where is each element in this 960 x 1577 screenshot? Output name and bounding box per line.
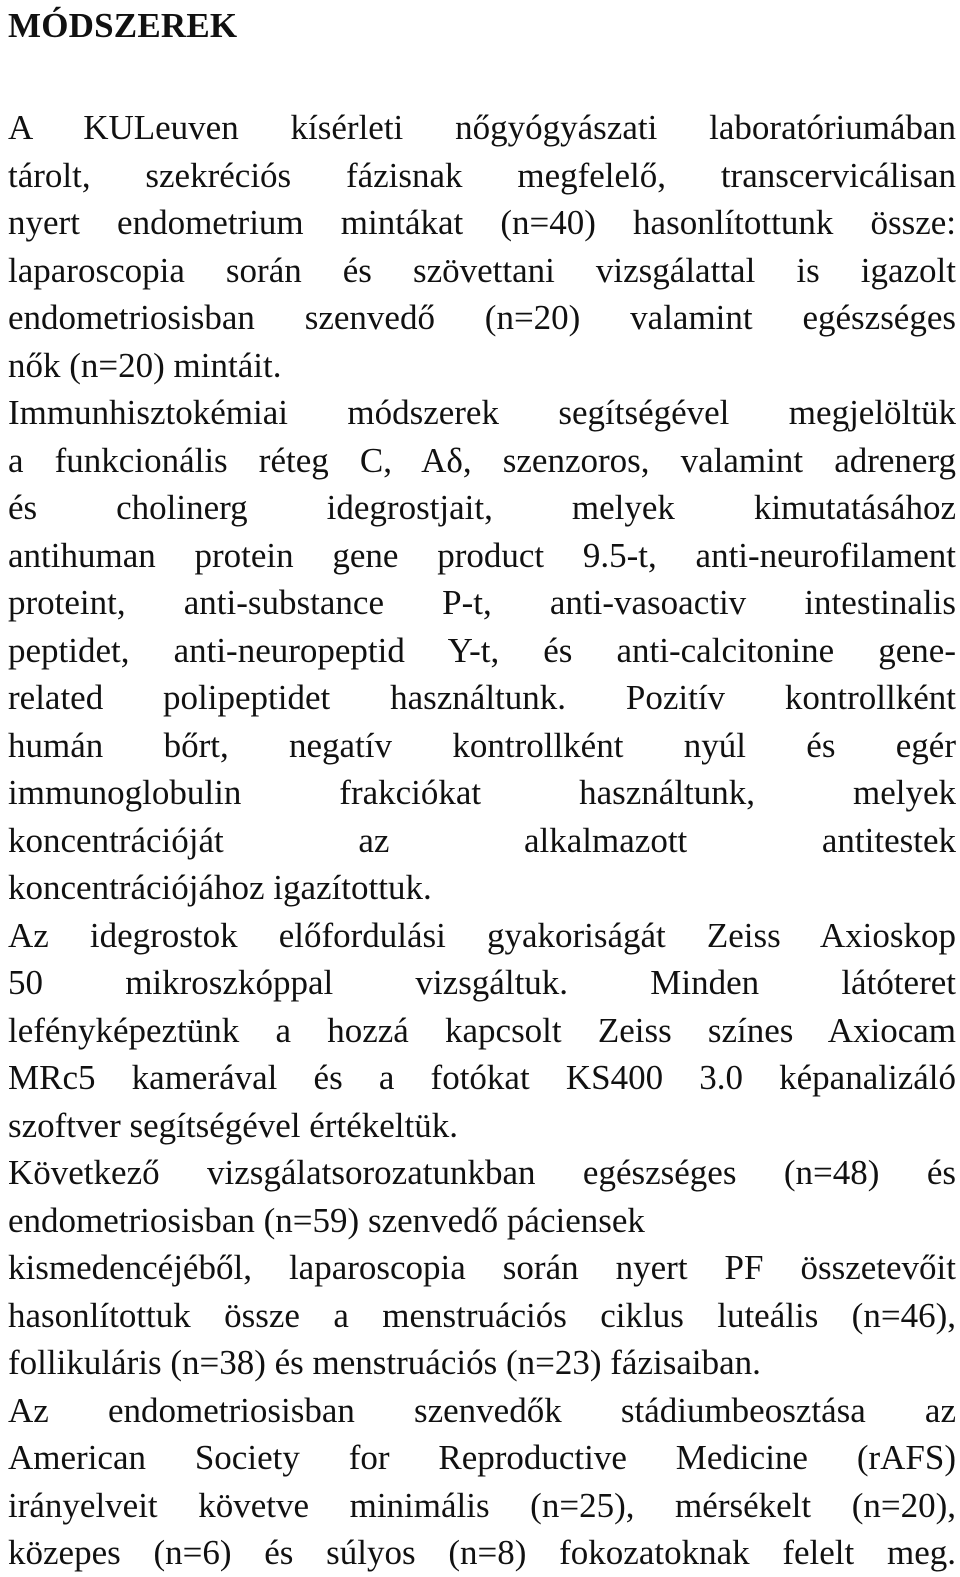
text-line: lefényképeztünk a hozzá kapcsolt Zeiss színes Axiocam <box>8 1010 956 1050</box>
text-line: related polipeptidet használtunk. Pozitív kontrollként <box>8 678 956 717</box>
paragraph-immunohistochemistry <box>8 389 956 912</box>
text-line: laparoscopia során és szövettani vizsgálattal is igazolt <box>8 250 956 290</box>
text-line: peptidet, anti-neuropeptid Y-t, és anti-calcitonine gene- <box>8 630 956 670</box>
text-line: A KULeuven kísérleti nőgyógyászati laboratóriumában <box>8 108 956 147</box>
text-line: kismedencéjéből, laparoscopia során nyert PF összetevőit <box>8 1248 956 1287</box>
paragraph-peritoneal-fluid <box>8 1149 956 1387</box>
text-line: MRc5 kamerával és a fotókat KS400 3.0 képanalizáló <box>8 1058 956 1097</box>
text-line: proteint, anti-substance P-t, anti-vasoactiv intestinalis <box>8 583 956 622</box>
text-line: Immunhisztokémiai módszerek segítségével megjelöltük <box>8 393 956 432</box>
text-line: koncentrációjához igazítottuk. <box>8 868 432 907</box>
text-line: antihuman protein gene product 9.5-t, anti-neurofilament <box>8 535 956 575</box>
text-line: és cholinerg idegrostjait, melyek kimutatásához <box>8 488 956 527</box>
text-line: hasonlítottuk össze a menstruációs ciklus luteális (n=46), <box>8 1295 956 1335</box>
text-line: endometriosisban szenvedő (n=20) valamint egészséges <box>8 298 956 337</box>
text-line: humán bőrt, negatív kontrollként nyúl és egér <box>8 725 956 765</box>
text-line: nyert endometrium mintákat (n=40) hasonlítottunk össze: <box>8 203 956 242</box>
text-line: immunoglobulin frakciókat használtunk, melyek <box>8 773 956 812</box>
paragraph-samples <box>8 104 956 389</box>
text-line: szoftver segítségével értékeltük. <box>8 1105 458 1145</box>
document-page <box>8 0 956 1577</box>
text-line: koncentrációját az alkalmazott antitestek <box>8 820 956 860</box>
section-heading: MÓDSZEREK <box>8 6 238 45</box>
text-line: Az endometriosisban szenvedők stádiumbeosztása az <box>8 1390 956 1430</box>
text-line: a funkcionális réteg C, Aδ, szenzoros, valamint adrenerg <box>8 440 956 480</box>
text-line: 50 mikroszkóppal vizsgáltuk. Minden látóteret <box>8 963 956 1002</box>
text-line: Az idegrostok előfordulási gyakoriságát Zeiss Axioskop <box>8 915 956 955</box>
text-line: endometriosisban (n=59) szenvedő páciensek <box>8 1200 645 1240</box>
text-line: follikuláris (n=38) és menstruációs (n=23) fázisaiban. <box>8 1343 761 1382</box>
text-line: nők (n=20) mintáit. <box>8 345 282 385</box>
text-line: American Society for Reproductive Medicine (rAFS) <box>8 1438 956 1477</box>
text-line: irányelveit követve minimális (n=25), mérsékelt (n=20), <box>8 1485 956 1525</box>
paragraph-staging <box>8 1387 956 1577</box>
paragraph-microscopy <box>8 912 956 1150</box>
text-line: közepes (n=6) és súlyos (n=8) fokozatoknak felelt meg. <box>8 1533 956 1572</box>
text-line: tárolt, szekréciós fázisnak megfelelő, transcervicálisan <box>8 155 956 195</box>
text-line: Következő vizsgálatsorozatunkban egészséges (n=48) és <box>8 1153 956 1192</box>
